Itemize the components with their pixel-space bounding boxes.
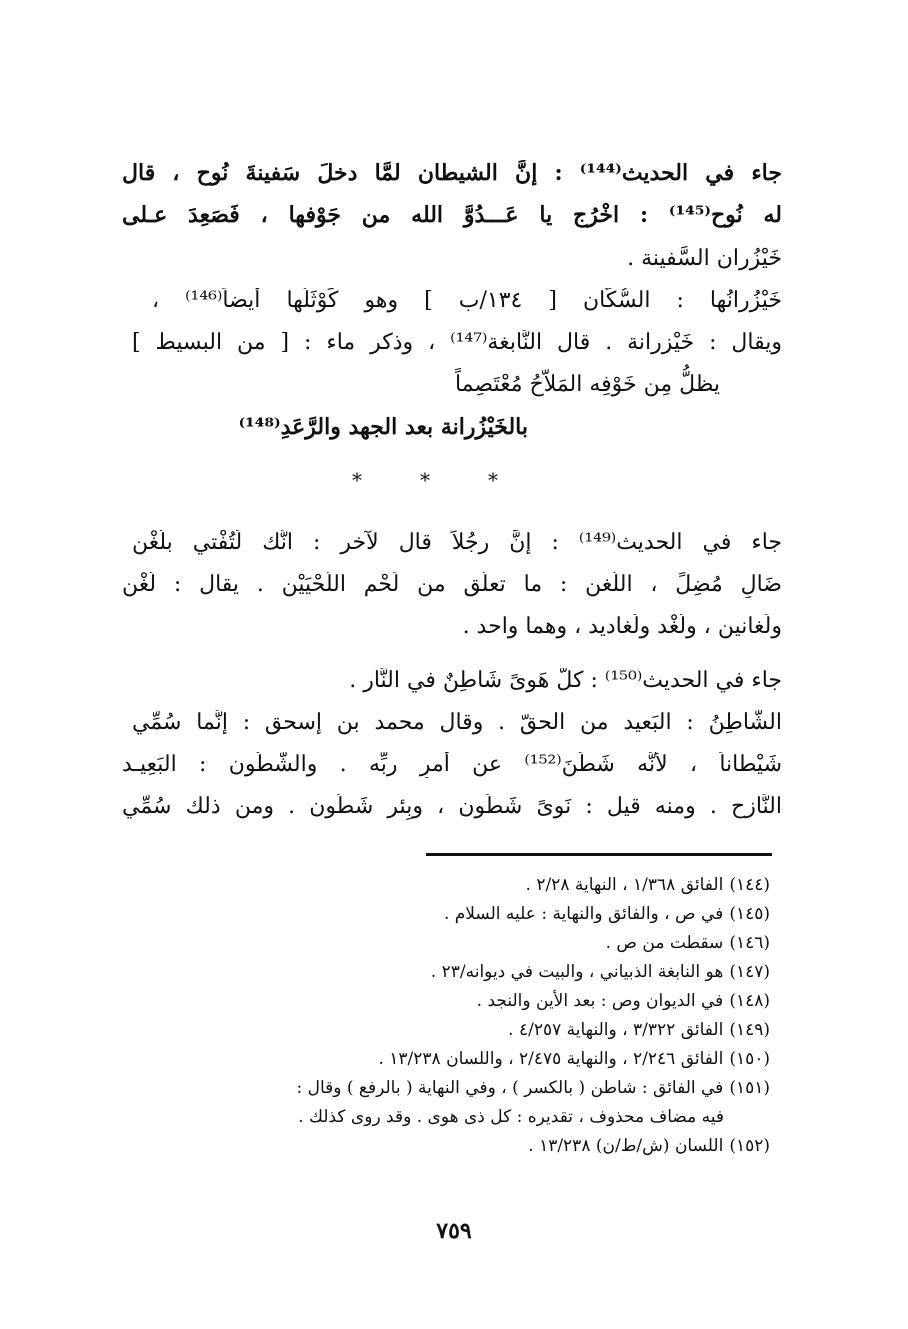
footnote-number: (١٤٩) <box>729 1020 770 1040</box>
para3-line3: ولَغانين ، ولُغْد ولَغاديد ، وهما واحد . <box>462 614 782 639</box>
para3-line1: جاء في الحديث⁽¹⁴⁹⁾ : إنَّ رجُلاً قال لآخر : انَّك لَتُفْتي بلُغْن <box>132 530 782 555</box>
separator-star: * <box>420 468 488 492</box>
footnote-text: الفائق ٢/٢٤٦ ، والنهاية ٢/٤٧٥ ، واللسان ١٣/٢٣٨ . <box>378 1049 724 1069</box>
footnote-number: (١٤٧) <box>729 962 770 982</box>
para5-line3: النَّازح . ومنه قيل : نَوىً شَطُون ، وبِئر شَطُون . ومن ذلك سُمِّي <box>122 794 782 819</box>
section-separator <box>0 468 908 492</box>
footnote-text: الفائق ١/٣٦٨ ، النهاية ٢/٢٨ . <box>525 875 724 895</box>
para1-line3: خَيْزُران السَّفينة . <box>627 246 782 271</box>
footnote-152 <box>130 1136 770 1156</box>
footnote-144 <box>130 875 770 895</box>
para2-line2: ويقال : خَيْزرانة . قال النَّابغة⁽¹⁴⁷⁾ ، وذكر ماء : [ من البسيط ] <box>132 330 782 355</box>
footnote-text: الفائق ٣/٣٢٢ ، والنهاية ٤/٢٥٧ . <box>508 1020 724 1040</box>
footnote-number: (١٥١) <box>729 1078 770 1098</box>
footnote-text: في الديوان وص : بعد الأين والنجد . <box>476 991 724 1011</box>
footnote-text: هو النابغة الذبياني ، والبيت في ديوانه/٢٣ . <box>430 962 724 982</box>
footnote-number: (١٤٦) <box>729 933 770 953</box>
footnote-text: اللسان (ش/ط/ن) ١٣/٢٣٨ . <box>528 1136 724 1156</box>
para3-line2: ضَالٍ مُضِلٍّ ، اللُّغن : ما تعلَّق من لَحْم اللَّحْيَيْن . يقال : لُغْن <box>122 572 782 597</box>
verse-hemistich-2: بالخَيْزُرانة بعد الجهد والرَّعَدِ⁽¹⁴⁸⁾ <box>238 414 528 440</box>
page-number: ٧٥٩ <box>436 1218 472 1244</box>
footnote-150 <box>130 1049 770 1069</box>
footnote-151 <box>130 1078 770 1098</box>
separator-star: * <box>352 468 420 492</box>
footnote-number: (١٤٥) <box>729 904 770 924</box>
footnote-rule <box>426 853 772 856</box>
para1-line2: له نُوح⁽¹⁴⁵⁾ : اخْرُج يا عَـــدُوَّ الله من جَوْفها ، فَصَعِدَ عـلى <box>122 202 782 228</box>
footnote-146 <box>130 933 770 953</box>
para1-line1: جاء في الحديث⁽¹⁴⁴⁾ : إنَّ الشيطان لمَّا دخلَ سَفينةَ نُوح ، قال <box>122 160 782 186</box>
footnote-148 <box>130 991 770 1011</box>
footnote-text: في ص ، والفائق والنهاية : عليه السلام . <box>443 904 724 924</box>
para4-line1: جاء في الحديث⁽¹⁵⁰⁾ : كلُّ هَوىً شَاطِنٌ في النَّار . <box>349 668 782 693</box>
para2-line1: خَيْزُرانُها : السُّكَّان [ ١٣٤/ب ] وهو كَوْثَلُها أيضاً⁽¹⁴⁶⁾ ، <box>152 288 782 313</box>
footnote-145 <box>130 904 770 924</box>
verse-hemistich-1: يظلُّ مِن خَوْفِه المَلاّحُ مُعْتَصِماً <box>454 372 720 397</box>
footnote-number: (١٥٠) <box>729 1049 770 1069</box>
footnote-text: سقطت من ص . <box>605 933 724 953</box>
footnote-number: (١٤٤) <box>729 875 770 895</box>
footnote-number: (١٥٢) <box>729 1136 770 1156</box>
footnote-text: في الفائق : شاطن ( بالكسر ) ، وفي النهاية ( بالرفع ) وقال : <box>296 1078 724 1098</box>
separator-star: * <box>488 468 556 492</box>
footnote-147 <box>130 962 770 982</box>
footnote-number: (١٤٨) <box>729 991 770 1011</box>
para5-line1: الشَّاطِنُ : البَعيد من الحقّ . وقال محمد بن إسحق : إنَّما سُمِّي <box>132 710 782 735</box>
footnote-151-continuation: فيه مضاف محذوف ، تقديره : كل ذى هوى . وقد روى كذلك . <box>298 1107 724 1127</box>
para5-line2: شَيْطاناً ، لأنَّه شَطَنَ⁽¹⁵²⁾ عن أمرِ ربِّه . والشُّطُون : البَعِيـد <box>122 752 782 777</box>
footnote-149 <box>130 1020 770 1040</box>
